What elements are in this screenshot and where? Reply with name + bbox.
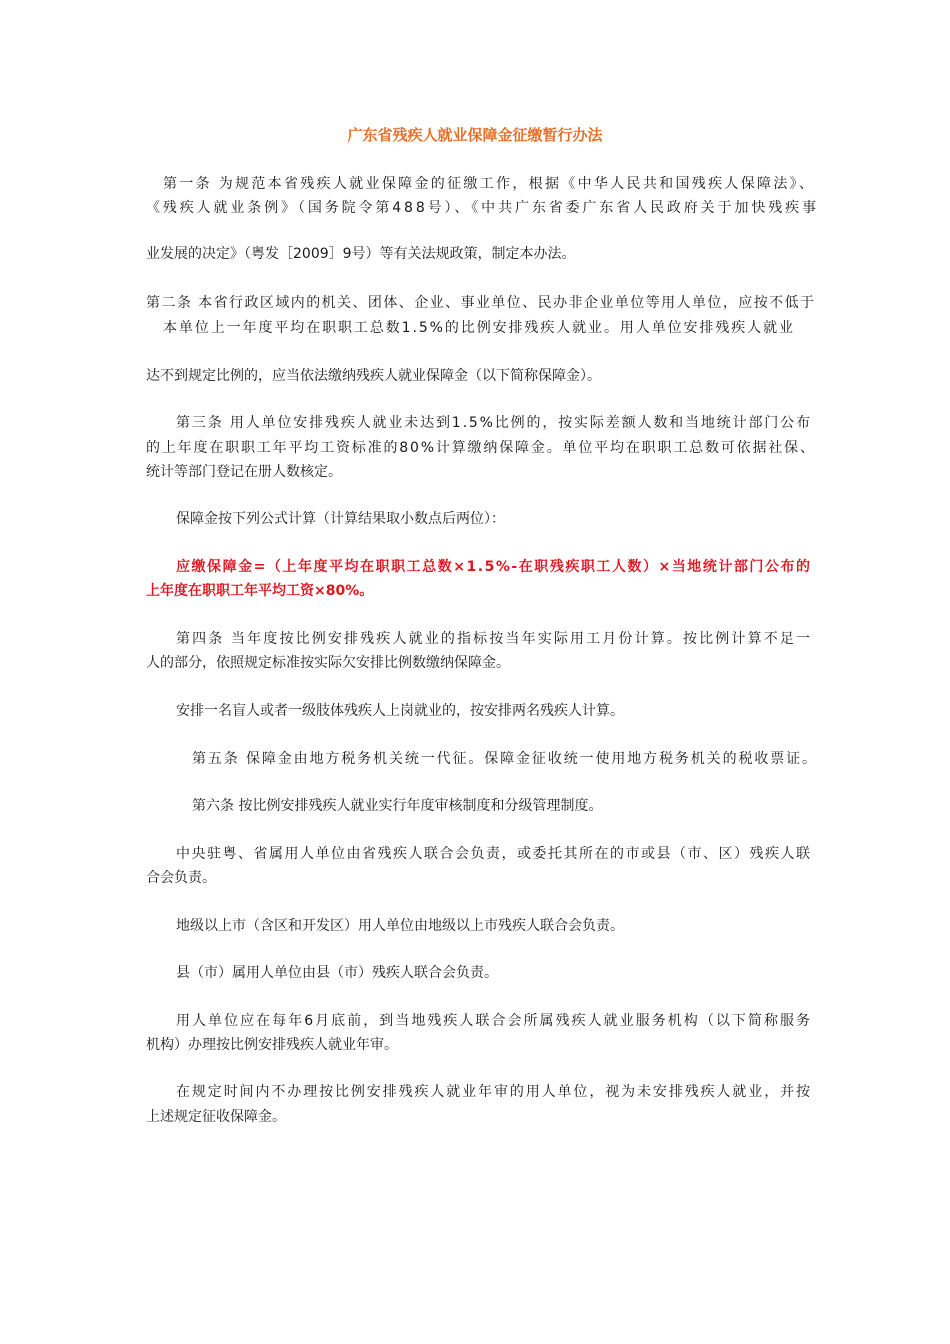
text-line-article-3-c: 统计等部门登记在册人数核定。 <box>146 464 342 480</box>
text-line-article-4-a: 第四条 当年度按比例安排残疾人就业的指标按当年实际用工月份计算。按比例计算不足一 <box>176 631 813 647</box>
text-line-article-4-c: 安排一名盲人或者一级肢体残疾人上岗就业的，按安排两名残疾人计算。 <box>176 703 624 719</box>
text-line-article-3-a: 第三条 用人单位安排残疾人就业未达到1.5%比例的，按实际差额人数和当地统计部门公布 <box>176 415 812 431</box>
text-line-article-2-a: 第二条 本省行政区域内的机关、团体、企业、事业单位、民办非企业单位等用人单位，应按不低于 <box>146 295 816 311</box>
text-line-article-6-g: 在规定时间内不办理按比例安排残疾人就业年审的用人单位，视为未安排残疾人就业，并按 <box>176 1084 812 1100</box>
text-line-article-6: 第六条 按比例安排残疾人就业实行年度审核制度和分级管理制度。 <box>192 798 603 814</box>
text-line-article-6-a: 中央驻粤、省属用人单位由省残疾人联合会负责，或委托其所在的市或县（市、区）残疾人联 <box>176 846 812 862</box>
text-line-article-2-b: 本单位上一年度平均在职职工总数1.5%的比例安排残疾人就业。用人单位安排残疾人就业 <box>163 320 795 336</box>
text-line-article-1-a: 第一条 为规范本省残疾人就业保障金的征缴工作，根据《中华人民共和国残疾人保障法》、 <box>163 176 816 192</box>
text-line-article-3-b: 的上年度在职职工年平均工资标准的80%计算缴纳保障金。单位平均在职职工总数可依据社保、 <box>146 440 816 456</box>
text-line-article-6-h: 上述规定征收保障金。 <box>146 1109 286 1125</box>
text-line-article-1-b: 《残疾人就业条例》（国务院令第488号）、《中共广东省委广东省人民政府关于加快残疾事 <box>146 200 819 216</box>
text-line-article-6-b: 合会负责。 <box>146 870 216 886</box>
text-line-article-6-e: 用人单位应在每年6月底前，到当地残疾人联合会所属残疾人就业服务机构（以下简称服务 <box>176 1013 813 1029</box>
text-line-formula-b: 上年度在职职工年平均工资×80%。 <box>146 583 374 599</box>
text-line-article-2-c: 达不到规定比例的，应当依法缴纳残疾人就业保障金（以下简称保障金）。 <box>146 368 601 384</box>
text-line-article-5: 第五条 保障金由地方税务机关统一代征。保障金征收统一使用地方税务机关的税收票证。 <box>192 751 818 767</box>
text-line-article-1-c: 业发展的决定》（粤发［2009］9号）等有关法规政策，制定本办法。 <box>146 246 576 262</box>
text-line-formula-intro: 保障金按下列公式计算（计算结果取小数点后两位）： <box>176 511 505 527</box>
text-line-article-4-b: 人的部分，依照规定标准按实际欠安排比例数缴纳保障金。 <box>146 655 510 671</box>
document-title: 广东省残疾人就业保障金征缴暂行办法 <box>347 126 603 144</box>
text-line-article-6-c: 地级以上市（含区和开发区）用人单位由地级以上市残疾人联合会负责。 <box>176 918 624 934</box>
text-line-article-6-d: 县（市）属用人单位由县（市）残疾人联合会负责。 <box>176 965 498 981</box>
text-line-formula-a: 应缴保障金=（上年度平均在职职工总数×1.5%-在职残疾职工人数）×当地统计部门公布的 <box>176 559 812 575</box>
text-line-article-6-f: 机构）办理按比例安排残疾人就业年审。 <box>146 1037 398 1053</box>
